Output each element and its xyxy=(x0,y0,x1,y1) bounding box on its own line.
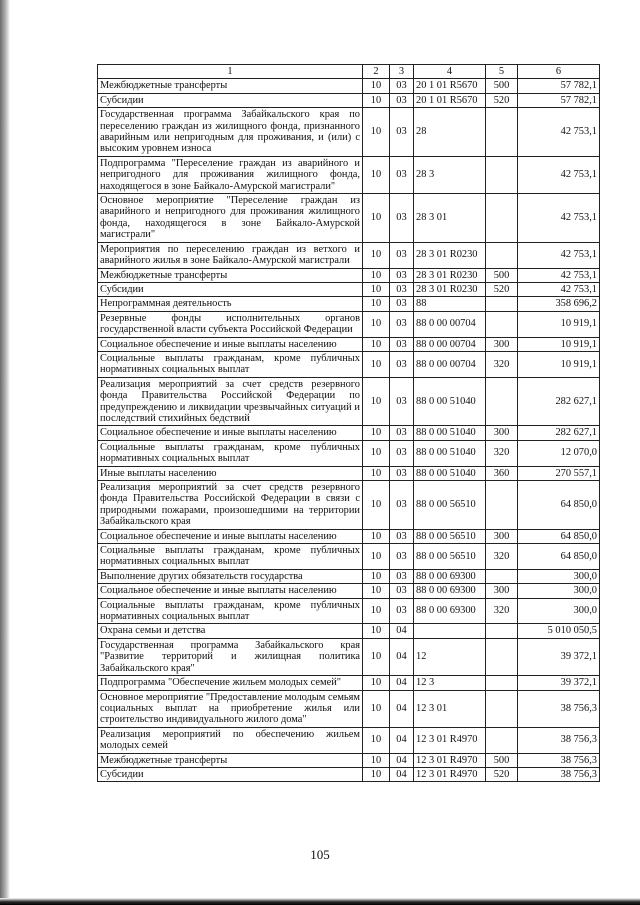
cell-section: 10 xyxy=(363,624,390,638)
cell-subsection: 03 xyxy=(390,93,414,107)
cell-target-article: 88 0 00 69300 xyxy=(414,569,486,583)
cell-section: 10 xyxy=(363,727,390,753)
scan-bottom-edge-shadow xyxy=(0,898,640,905)
table-row xyxy=(98,727,600,753)
cell-name: Подпрограмма "Переселение граждан из аварийного и непригодного для проживания жилищного фонда, находящегося в зоне Байкало-Амурской магистрали" xyxy=(98,156,363,193)
table-header-row xyxy=(98,65,600,79)
budget-table xyxy=(97,64,600,782)
table-row xyxy=(98,690,600,727)
cell-subsection: 03 xyxy=(390,156,414,193)
cell-amount: 38 756,3 xyxy=(518,753,600,767)
cell-amount: 57 782,1 xyxy=(518,79,600,93)
cell-expense-type xyxy=(486,481,518,530)
cell-subsection: 03 xyxy=(390,282,414,296)
cell-amount: 300,0 xyxy=(518,598,600,624)
cell-name: Охрана семьи и детства xyxy=(98,624,363,638)
cell-section: 10 xyxy=(363,93,390,107)
cell-target-article: 12 xyxy=(414,638,486,675)
cell-section: 10 xyxy=(363,638,390,675)
cell-target-article: 20 1 01 R5670 xyxy=(414,93,486,107)
cell-subsection: 03 xyxy=(390,569,414,583)
cell-expense-type: 320 xyxy=(486,544,518,570)
cell-target-article: 12 3 01 R4970 xyxy=(414,727,486,753)
cell-target-article: 28 3 xyxy=(414,156,486,193)
cell-target-article: 20 1 01 R5670 xyxy=(414,79,486,93)
cell-expense-type: 300 xyxy=(486,426,518,440)
cell-name: Подпрограмма "Обеспечение жильем молодых семей" xyxy=(98,676,363,690)
table-row xyxy=(98,624,600,638)
cell-amount: 39 372,1 xyxy=(518,676,600,690)
table-row xyxy=(98,481,600,530)
cell-target-article: 28 3 01 R0230 xyxy=(414,242,486,268)
header-cell-6: 6 xyxy=(518,65,600,79)
cell-name: Резервные фонды исполнительных органов государственной власти субъекта Российской Федерации xyxy=(98,311,363,337)
table-row xyxy=(98,638,600,675)
cell-target-article: 88 0 00 51040 xyxy=(414,426,486,440)
scan-left-edge-shadow xyxy=(0,0,10,905)
cell-subsection: 03 xyxy=(390,311,414,337)
cell-subsection: 03 xyxy=(390,297,414,311)
cell-section: 10 xyxy=(363,351,390,377)
cell-target-article: 12 3 xyxy=(414,676,486,690)
table-row xyxy=(98,268,600,282)
table-row xyxy=(98,242,600,268)
table-row xyxy=(98,569,600,583)
cell-name: Субсидии xyxy=(98,282,363,296)
cell-name: Социальное обеспечение и иные выплаты населению xyxy=(98,584,363,598)
cell-target-article xyxy=(414,624,486,638)
cell-section: 10 xyxy=(363,282,390,296)
cell-section: 10 xyxy=(363,156,390,193)
cell-target-article: 28 xyxy=(414,108,486,157)
cell-name: Межбюджетные трансферты xyxy=(98,79,363,93)
cell-subsection: 03 xyxy=(390,268,414,282)
cell-section: 10 xyxy=(363,242,390,268)
cell-target-article: 88 0 00 51040 xyxy=(414,377,486,426)
cell-name: Социальные выплаты гражданам, кроме публичных нормативных социальных выплат xyxy=(98,440,363,466)
cell-section: 10 xyxy=(363,584,390,598)
cell-amount: 10 919,1 xyxy=(518,337,600,351)
cell-expense-type xyxy=(486,108,518,157)
cell-section: 10 xyxy=(363,690,390,727)
cell-name: Реализация мероприятий за счет средств резервного фонда Правительства Российской Федерации в связи с природными пожарами, произошедшими на территории Забайкальского края xyxy=(98,481,363,530)
cell-amount: 300,0 xyxy=(518,569,600,583)
cell-amount: 282 627,1 xyxy=(518,377,600,426)
cell-subsection: 03 xyxy=(390,351,414,377)
cell-section: 10 xyxy=(363,753,390,767)
cell-expense-type: 520 xyxy=(486,282,518,296)
header-cell-3: 3 xyxy=(390,65,414,79)
cell-subsection: 03 xyxy=(390,529,414,543)
cell-name: Основное мероприятие "Переселение граждан из аварийного и непригодного для проживания жилищного фонда, находящегося в зоне Байкало-Амурской магистрали" xyxy=(98,194,363,243)
cell-section: 10 xyxy=(363,466,390,480)
budget-table-body xyxy=(98,65,600,782)
cell-section: 10 xyxy=(363,79,390,93)
cell-expense-type: 300 xyxy=(486,337,518,351)
table-row xyxy=(98,337,600,351)
cell-expense-type xyxy=(486,676,518,690)
cell-section: 10 xyxy=(363,194,390,243)
cell-name: Межбюджетные трансферты xyxy=(98,268,363,282)
cell-expense-type: 320 xyxy=(486,440,518,466)
cell-amount: 38 756,3 xyxy=(518,727,600,753)
cell-target-article: 12 3 01 xyxy=(414,690,486,727)
cell-subsection: 04 xyxy=(390,690,414,727)
cell-section: 10 xyxy=(363,268,390,282)
cell-expense-type xyxy=(486,690,518,727)
table-row xyxy=(98,108,600,157)
cell-amount: 64 850,0 xyxy=(518,529,600,543)
cell-subsection: 03 xyxy=(390,584,414,598)
cell-section: 10 xyxy=(363,544,390,570)
cell-name: Субсидии xyxy=(98,93,363,107)
cell-target-article: 12 3 01 R4970 xyxy=(414,753,486,767)
table-row xyxy=(98,426,600,440)
cell-subsection: 03 xyxy=(390,598,414,624)
cell-name: Реализация мероприятий за счет средств резервного фонда Правительства Российской Федерации по предупреждению и ликвидации чрезвычайных ситуаций и последствий стихийных бедствий xyxy=(98,377,363,426)
cell-expense-type: 500 xyxy=(486,753,518,767)
cell-amount: 282 627,1 xyxy=(518,426,600,440)
cell-name: Реализация мероприятий по обеспечению жильем молодых семей xyxy=(98,727,363,753)
cell-subsection: 03 xyxy=(390,79,414,93)
cell-subsection: 03 xyxy=(390,544,414,570)
cell-target-article: 88 xyxy=(414,297,486,311)
cell-subsection: 03 xyxy=(390,194,414,243)
cell-name: Социальные выплаты гражданам, кроме публичных нормативных социальных выплат xyxy=(98,351,363,377)
cell-amount: 39 372,1 xyxy=(518,638,600,675)
table-row xyxy=(98,282,600,296)
cell-name: Государственная программа Забайкальского края "Развитие территорий и жилищная политика Забайкальского края" xyxy=(98,638,363,675)
table-row xyxy=(98,351,600,377)
cell-subsection: 03 xyxy=(390,377,414,426)
cell-name: Мероприятия по переселению граждан из ветхого и аварийного жилья в зоне Байкало-Амурской магистрали xyxy=(98,242,363,268)
cell-name: Субсидии xyxy=(98,767,363,781)
header-cell-4: 4 xyxy=(414,65,486,79)
cell-subsection: 04 xyxy=(390,676,414,690)
cell-section: 10 xyxy=(363,377,390,426)
cell-amount: 64 850,0 xyxy=(518,481,600,530)
cell-subsection: 03 xyxy=(390,481,414,530)
cell-section: 10 xyxy=(363,481,390,530)
cell-target-article: 88 0 00 00704 xyxy=(414,311,486,337)
cell-expense-type: 300 xyxy=(486,584,518,598)
cell-amount: 42 753,1 xyxy=(518,268,600,282)
cell-subsection: 03 xyxy=(390,426,414,440)
header-cell-2: 2 xyxy=(363,65,390,79)
cell-section: 10 xyxy=(363,569,390,583)
cell-amount: 358 696,2 xyxy=(518,297,600,311)
cell-expense-type: 520 xyxy=(486,767,518,781)
cell-subsection: 03 xyxy=(390,440,414,466)
cell-amount: 42 753,1 xyxy=(518,194,600,243)
table-row xyxy=(98,584,600,598)
cell-target-article: 88 0 00 51040 xyxy=(414,466,486,480)
cell-expense-type xyxy=(486,156,518,193)
table-row xyxy=(98,79,600,93)
cell-expense-type xyxy=(486,194,518,243)
cell-expense-type: 500 xyxy=(486,79,518,93)
cell-expense-type: 360 xyxy=(486,466,518,480)
cell-section: 10 xyxy=(363,337,390,351)
cell-amount: 12 070,0 xyxy=(518,440,600,466)
table-row xyxy=(98,440,600,466)
cell-target-article: 28 3 01 xyxy=(414,194,486,243)
cell-subsection: 03 xyxy=(390,108,414,157)
table-row xyxy=(98,377,600,426)
cell-expense-type xyxy=(486,377,518,426)
cell-name: Социальное обеспечение и иные выплаты населению xyxy=(98,337,363,351)
cell-section: 10 xyxy=(363,311,390,337)
cell-subsection: 03 xyxy=(390,337,414,351)
cell-name: Государственная программа Забайкальского края по переселению граждан из жилищного фонда, признанного аварийным или непригодным для проживания, и (или) с высоким уровнем износа xyxy=(98,108,363,157)
cell-target-article: 88 0 00 69300 xyxy=(414,584,486,598)
cell-name: Непрограммная деятельность xyxy=(98,297,363,311)
cell-name: Межбюджетные трансферты xyxy=(98,753,363,767)
cell-target-article: 88 0 00 00704 xyxy=(414,337,486,351)
cell-section: 10 xyxy=(363,426,390,440)
table-row xyxy=(98,194,600,243)
cell-subsection: 04 xyxy=(390,638,414,675)
cell-section: 10 xyxy=(363,598,390,624)
cell-name: Социальные выплаты гражданам, кроме публичных нормативных социальных выплат xyxy=(98,598,363,624)
cell-section: 10 xyxy=(363,529,390,543)
cell-name: Основное мероприятие "Предоставление молодым семьям социальных выплат на приобретение жилья или строительство индивидуального жилого дома" xyxy=(98,690,363,727)
cell-section: 10 xyxy=(363,440,390,466)
cell-name: Социальные выплаты гражданам, кроме публичных нормативных социальных выплат xyxy=(98,544,363,570)
cell-amount: 42 753,1 xyxy=(518,108,600,157)
cell-subsection: 04 xyxy=(390,624,414,638)
cell-target-article: 88 0 00 51040 xyxy=(414,440,486,466)
table-row xyxy=(98,676,600,690)
cell-expense-type: 500 xyxy=(486,268,518,282)
cell-subsection: 04 xyxy=(390,727,414,753)
table-row xyxy=(98,311,600,337)
cell-name: Выполнение других обязательств государства xyxy=(98,569,363,583)
cell-target-article: 28 3 01 R0230 xyxy=(414,282,486,296)
cell-expense-type xyxy=(486,242,518,268)
cell-section: 10 xyxy=(363,297,390,311)
cell-expense-type xyxy=(486,624,518,638)
cell-expense-type xyxy=(486,638,518,675)
cell-amount: 300,0 xyxy=(518,584,600,598)
table-row xyxy=(98,156,600,193)
table-row xyxy=(98,544,600,570)
cell-amount: 38 756,3 xyxy=(518,767,600,781)
cell-target-article: 28 3 01 R0230 xyxy=(414,268,486,282)
cell-amount: 5 010 050,5 xyxy=(518,624,600,638)
cell-expense-type xyxy=(486,297,518,311)
cell-expense-type xyxy=(486,311,518,337)
cell-amount: 38 756,3 xyxy=(518,690,600,727)
cell-section: 10 xyxy=(363,676,390,690)
table-row xyxy=(98,753,600,767)
table-row xyxy=(98,598,600,624)
cell-amount: 57 782,1 xyxy=(518,93,600,107)
cell-amount: 42 753,1 xyxy=(518,282,600,296)
cell-target-article: 88 0 00 69300 xyxy=(414,598,486,624)
table-row xyxy=(98,529,600,543)
cell-subsection: 04 xyxy=(390,767,414,781)
cell-name: Социальное обеспечение и иные выплаты населению xyxy=(98,426,363,440)
page-number: 105 xyxy=(310,847,330,862)
cell-section: 10 xyxy=(363,108,390,157)
cell-subsection: 04 xyxy=(390,753,414,767)
cell-amount: 42 753,1 xyxy=(518,156,600,193)
cell-target-article: 88 0 00 56510 xyxy=(414,529,486,543)
header-cell-1: 1 xyxy=(98,65,363,79)
table-row xyxy=(98,466,600,480)
cell-amount: 10 919,1 xyxy=(518,351,600,377)
cell-name: Социальное обеспечение и иные выплаты населению xyxy=(98,529,363,543)
cell-target-article: 88 0 00 56510 xyxy=(414,544,486,570)
cell-target-article: 88 0 00 00704 xyxy=(414,351,486,377)
cell-amount: 10 919,1 xyxy=(518,311,600,337)
cell-expense-type xyxy=(486,727,518,753)
cell-expense-type xyxy=(486,569,518,583)
table-row xyxy=(98,297,600,311)
cell-target-article: 88 0 00 56510 xyxy=(414,481,486,530)
cell-amount: 64 850,0 xyxy=(518,544,600,570)
cell-expense-type: 520 xyxy=(486,93,518,107)
cell-expense-type: 320 xyxy=(486,598,518,624)
cell-expense-type: 300 xyxy=(486,529,518,543)
cell-subsection: 03 xyxy=(390,242,414,268)
table-row xyxy=(98,767,600,781)
cell-name: Иные выплаты населению xyxy=(98,466,363,480)
table-row xyxy=(98,93,600,107)
cell-amount: 42 753,1 xyxy=(518,242,600,268)
cell-section: 10 xyxy=(363,767,390,781)
cell-subsection: 03 xyxy=(390,466,414,480)
cell-target-article: 12 3 01 R4970 xyxy=(414,767,486,781)
cell-expense-type: 320 xyxy=(486,351,518,377)
cell-amount: 270 557,1 xyxy=(518,466,600,480)
header-cell-5: 5 xyxy=(486,65,518,79)
